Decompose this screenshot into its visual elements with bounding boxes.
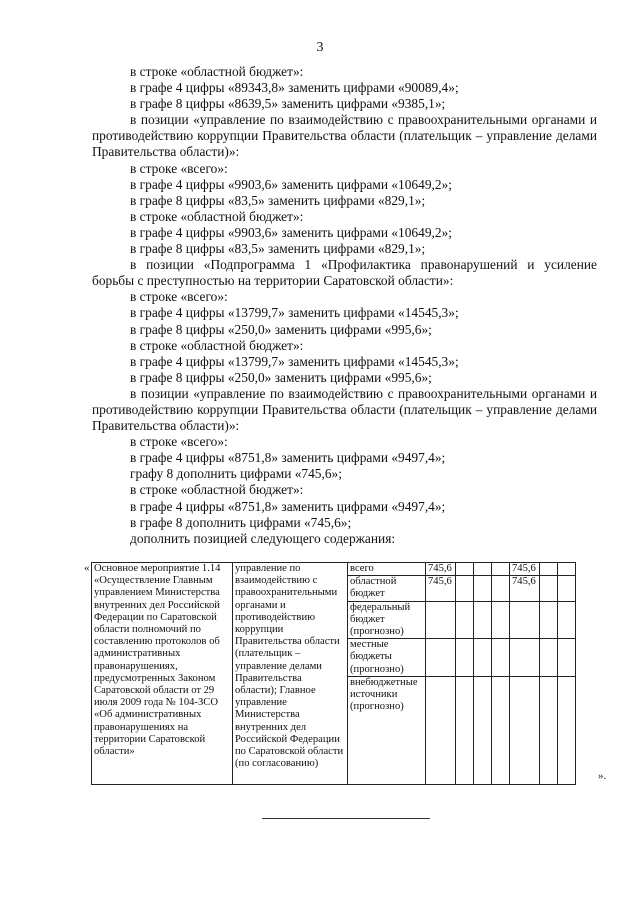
paragraph: дополнить позицией следующего содержания: [130, 530, 396, 546]
funding-source-cell: местные бюджеты (прогнозно) [348, 639, 426, 677]
paragraph: в строке «областной бюджет»: [130, 208, 304, 224]
empty-cell [456, 676, 474, 784]
paragraph: в позиции «управление по взаимодействию с правоохранительными органами и противодействию коррупции Правительства области (плательщик – управление делами Правительства области)»: [92, 385, 597, 434]
empty-cell [456, 563, 474, 576]
paragraph: в графе 8 цифры «250,0» заменить цифрами «995,6»; [130, 369, 432, 385]
paragraph: в позиции «управление по взаимодействию с правоохранительными органами и противодействию коррупции Правительства области (плательщик – управление делами Правительства области)»: [92, 112, 597, 160]
empty-cell [456, 601, 474, 639]
paragraph: в позиции «Подпрограмма 1 «Профилактика правонарушений и усиление борьбы с преступностью на территории Саратовской области»: [92, 257, 597, 289]
empty-cell [474, 639, 492, 677]
paragraph: в графе 4 цифры «13799,7» заменить цифрами «14545,3»; [130, 353, 459, 369]
paragraph: в строке «всего»: [130, 289, 228, 305]
column8-value [510, 601, 540, 639]
empty-cell [540, 601, 558, 639]
paragraph: в строке «всего»: [130, 434, 228, 450]
column4-value: 745,6 [426, 563, 456, 576]
paragraph: в графе 4 цифры «8751,8» заменить цифрами «9497,4»; [130, 498, 446, 514]
separator-line [262, 818, 430, 819]
table-open-quote: « [84, 562, 90, 574]
empty-cell [558, 563, 576, 576]
empty-cell [558, 601, 576, 639]
paragraph: в графе 4 цифры «9903,6» заменить цифрами «10649,2»; [130, 176, 452, 192]
paragraph: в строке «областной бюджет»: [130, 482, 304, 498]
paragraph: в графе 8 цифры «83,5» заменить цифрами «829,1»; [130, 241, 426, 257]
empty-cell [540, 563, 558, 576]
empty-cell [540, 639, 558, 677]
column4-value [426, 601, 456, 639]
empty-cell [456, 576, 474, 601]
paragraph: в графе 8 цифры «83,5» заменить цифрами «829,1»; [130, 192, 426, 208]
empty-cell [540, 576, 558, 601]
amendment-table [91, 562, 576, 785]
paragraph: в строке «всего»: [130, 160, 228, 176]
empty-cell [456, 639, 474, 677]
column8-value [510, 676, 540, 784]
column8-value [510, 639, 540, 677]
empty-cell [558, 639, 576, 677]
paragraph: в строке «областной бюджет»: [130, 337, 304, 353]
measure-name-cell: Основное мероприятие 1.14 «Осуществление Главным управлением Министерства внутренних дел Российской Федерации по Саратовской области полномочий по составлению протоколов об административных правонарушениях, предусмотренных Законом Саратовской области от 29 июля 2009 года № 104-ЗСО «Об административных правонарушениях на территории Саратовской области» [92, 563, 233, 785]
paragraph: в графе 4 цифры «89343,8» заменить цифрами «90089,4»; [130, 80, 459, 96]
paragraph: в графе 8 цифры «8639,5» заменить цифрами «9385,1»; [130, 96, 446, 112]
paragraph: в графе 4 цифры «13799,7» заменить цифрами «14545,3»; [130, 305, 459, 321]
funding-source-cell: областной бюджет [348, 576, 426, 601]
empty-cell [492, 676, 510, 784]
paragraph: в графе 8 цифры «250,0» заменить цифрами «995,6»; [130, 321, 432, 337]
empty-cell [558, 676, 576, 784]
empty-cell [474, 563, 492, 576]
empty-cell [540, 676, 558, 784]
empty-cell [492, 601, 510, 639]
table-row [92, 563, 576, 576]
funding-source-cell: внебюджетные источники (прогнозно) [348, 676, 426, 784]
column8-value: 745,6 [510, 563, 540, 576]
column4-value [426, 639, 456, 677]
funding-source-cell: федеральный бюджет (прогнозно) [348, 601, 426, 639]
paragraph: в графе 8 дополнить цифрами «745,6»; [130, 514, 352, 530]
empty-cell [474, 576, 492, 601]
paragraph: в графе 4 цифры «9903,6» заменить цифрами «10649,2»; [130, 224, 452, 240]
table-close-quote: ». [598, 770, 607, 782]
empty-cell [474, 601, 492, 639]
column4-value: 745,6 [426, 576, 456, 601]
amendment-text [92, 64, 597, 547]
empty-cell [474, 676, 492, 784]
executor-cell: управление по взаимодействию с правоохранительными органами и противодействию коррупции Правительства области (плательщик – управление делами Правительства области); Главное управление Министерства внутренних дел Российской Федерации по Саратовской области (по согласованию) [233, 563, 348, 785]
paragraph: в графе 4 цифры «8751,8» заменить цифрами «9497,4»; [130, 450, 446, 466]
paragraph: в строке «областной бюджет»: [130, 64, 304, 79]
empty-cell [492, 563, 510, 576]
page-number: 3 [316, 40, 324, 55]
funding-source-cell: всего [348, 563, 426, 576]
column4-value [426, 676, 456, 784]
column8-value: 745,6 [510, 576, 540, 601]
paragraph: графу 8 дополнить цифрами «745,6»; [130, 466, 342, 482]
empty-cell [492, 576, 510, 601]
empty-cell [558, 576, 576, 601]
empty-cell [492, 639, 510, 677]
